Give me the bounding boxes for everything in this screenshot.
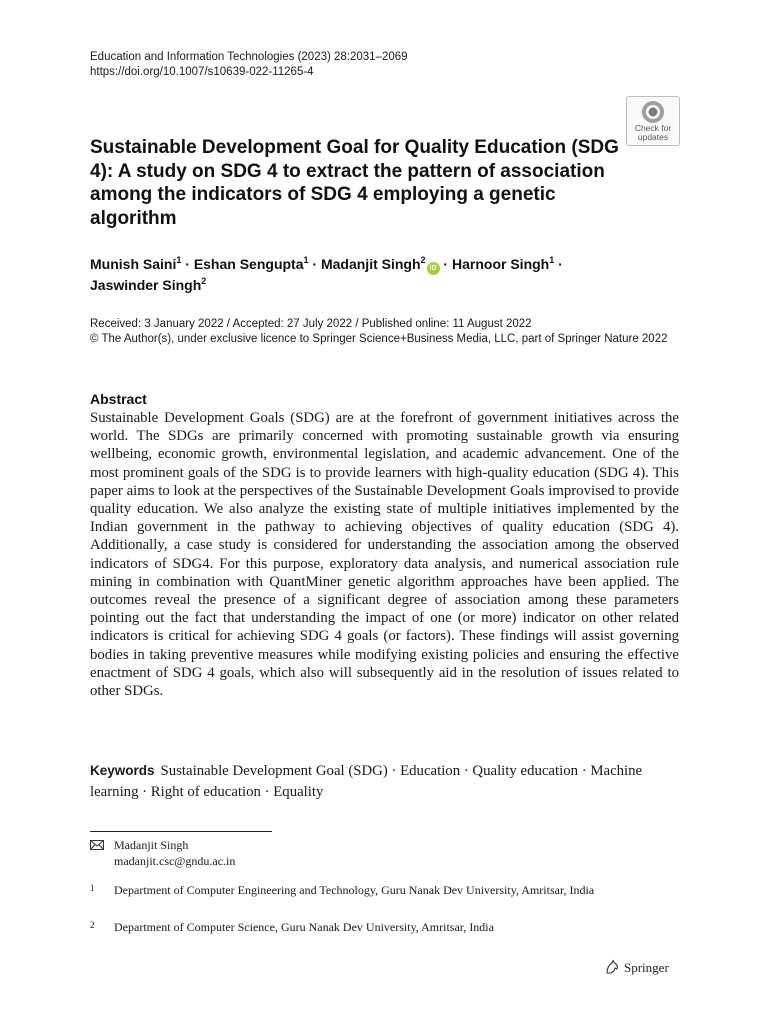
keywords xyxy=(90,760,679,803)
abstract-text: Sustainable Development Goals (SDG) are at the forefront of government initiatives across the world. The SDGs are primarily concerned with promoting sustainable growth via ensuring wellbeing, economic growth, environmental legislation, and academic advancement. One of the most prominent goals of the SDG is to provide learners with high-quality education (SDG 4). This paper aims to look at the perspectives of the Sustainable Development Goals improvised to provide quality education. We also analyze the existing state of multiple initiatives implemented by the Indian government in the pathway to achieving objectives of quality education (SDG 4). Additionally, a case study is considered for understanding the association among the observed indicators of SDG4. For this purpose, exploratory data analysis, and numerical association rule mining in combination with QuantMiner genetic algorithm approaches have been applied. The outcomes reveal the presence of a significant degree of association among these parameters pointing out the fact that understanding the impact of one (or more) indicator on other related indicators is critical for achieving SDG 4 goals (or factors). These findings will assist governing bodies in taking preventive measures while modifying existing policies and ensuring the effective enactment of SDG 4 goals, which also will subsequently aid in the resolution of issues related to other SDGs. xyxy=(90,410,679,700)
springer-horse-icon xyxy=(604,959,620,975)
author-affiliation-mark: 2 xyxy=(201,276,207,286)
journal-doi-link[interactable]: https://doi.org/10.1007/s10639-022-11265-4 xyxy=(90,66,314,78)
envelope-icon xyxy=(90,840,104,850)
author-list: Munish Saini$^1$ · Eshan Sengupta$^1$ · Madanjit Singh$^2$iD · Harnoor Singh$^1$ · Jaswinder Singh$^2$ xyxy=(90,255,563,293)
author-affiliation-mark: 1 xyxy=(176,255,182,265)
author-affiliation-mark: 1 xyxy=(549,255,555,265)
author-affiliation-mark: 1 xyxy=(303,255,309,265)
journal-citation: Education and Information Technologies (2023) 28:2031–2069 xyxy=(90,51,408,63)
publisher-logo xyxy=(604,958,669,978)
copyright-notice: © The Author(s), under exclusive licence to Springer Science+Business Media, LLC, part of Springer Nature 2022 xyxy=(90,333,668,345)
check-for-updates-badge[interactable] xyxy=(626,96,680,146)
corresponding-author-email[interactable]: madanjit.csc@gndu.ac.in xyxy=(114,853,236,868)
corresponding-author-name: Madanjit Singh xyxy=(114,838,189,852)
keywords-label: Keywords xyxy=(90,763,155,778)
received-accepted-published: Received: 3 January 2022 / Accepted: 27 July 2022 / Published online: 11 August 2022 xyxy=(90,318,532,330)
journal-header xyxy=(90,50,408,80)
author-name: Harnoor Singh xyxy=(452,256,550,272)
affiliation-text: Department of Computer Science, Guru Nanak Dev University, Amritsar, India xyxy=(114,920,494,934)
author-name: Eshan Sengupta xyxy=(193,256,304,272)
footnote-divider xyxy=(90,831,272,832)
orcid-icon[interactable]: iD xyxy=(427,262,440,275)
paper-title: Sustainable Development Goal for Quality Education (SDG 4): A study on SDG 4 to extract the pattern of association among the indicators of SDG 4 employing a genetic algorithm xyxy=(90,137,619,229)
check-for-updates-label-2: updates xyxy=(637,132,669,142)
affiliation-number: 2 xyxy=(90,920,95,930)
publication-dates xyxy=(90,317,680,347)
author-name: Jaswinder Singh xyxy=(90,277,202,293)
affiliation-text: Department of Computer Engineering and Technology, Guru Nanak Dev University, Amritsar, India xyxy=(114,883,595,897)
affiliation-number: 1 xyxy=(90,883,95,893)
author-name: Munish Saini xyxy=(90,256,177,272)
check-for-updates-icon xyxy=(641,100,665,124)
abstract-heading: Abstract xyxy=(90,391,147,407)
author-name: Madanjit Singh xyxy=(320,256,421,272)
check-for-updates-label-1: Check for xyxy=(634,123,672,133)
keywords-list: Sustainable Development Goal (SDG) · Education · Quality education · Machine learning · Right of education · Equality xyxy=(90,763,643,800)
publisher-name: Springer xyxy=(624,960,669,975)
author-affiliation-mark: 2 xyxy=(420,255,426,265)
